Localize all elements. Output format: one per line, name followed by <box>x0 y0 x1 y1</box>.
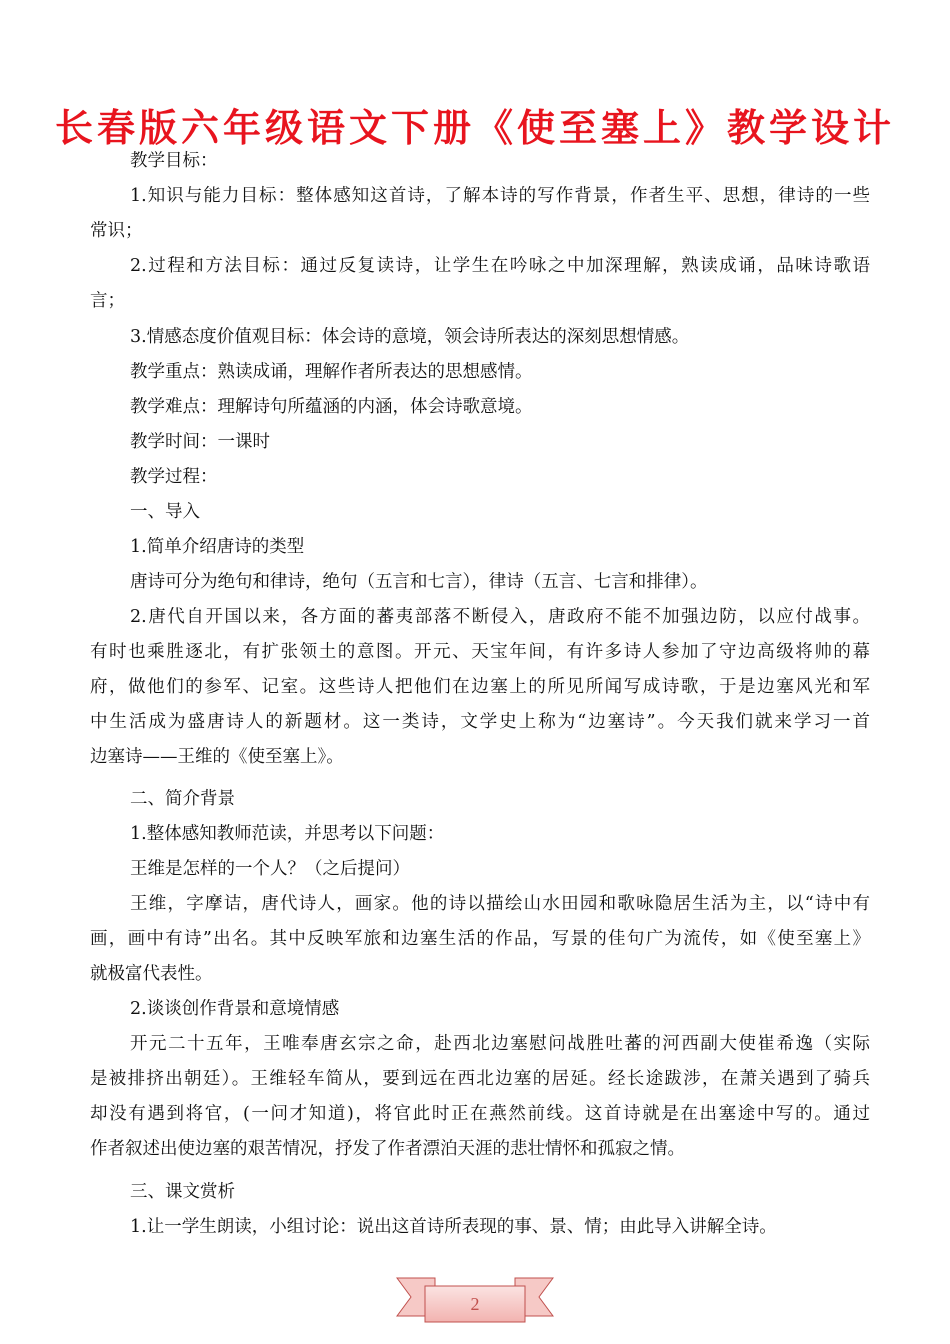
page-number: 2 <box>470 1294 480 1314</box>
text-line: 常识； <box>90 221 143 241</box>
text-line: 府，做他们的参军、记室。这些诗人把他们在边塞上的所见所闻写成诗歌，于是边塞风光和军 <box>90 677 870 697</box>
text-line: 唐诗可分为绝句和律诗，绝句（五言和七言），律诗（五言、七言和排律）。 <box>130 572 708 592</box>
text-line: 王维是怎样的一个人？（之后提问） <box>130 859 410 879</box>
text-line: 3.情感态度价值观目标：体会诗的意境，领会诗所表达的深刻思想情感。 <box>130 327 690 347</box>
text-line: 教学难点：理解诗句所蕴涵的内涵，体会诗歌意境。 <box>130 397 533 417</box>
document-title: 长春版六年级语文下册《使至塞上》教学设计 <box>54 105 895 150</box>
section-heading: 一、导入 <box>130 502 200 522</box>
text-line: 1.整体感知教师范读，并思考以下问题： <box>130 824 445 844</box>
text-line: 2.过程和方法目标：通过反复读诗，让学生在吟咏之中加深理解，熟读成诵，品味诗歌语 <box>130 256 870 276</box>
text-line: 2.谈谈创作背景和意境情感 <box>130 999 340 1019</box>
text-line: 是被排挤出朝廷）。王维轻车简从，要到远在西北边塞的居延。经长途跋涉，在萧关遇到了骑兵 <box>90 1069 870 1089</box>
text-line: 教学重点：熟读成诵，理解作者所表达的思想感情。 <box>130 362 533 382</box>
text-line: 教学过程： <box>130 467 218 487</box>
text-line: 有时也乘胜逐北，有扩张领土的意图。开元、天宝年间，有许多诗人参加了守边高级将帅的幕 <box>90 642 870 662</box>
text-line: 中生活成为盛唐诗人的新题材。这一类诗，文学史上称为“边塞诗”。今天我们就来学习一首 <box>90 712 870 732</box>
text-line: 教学时间：一课时 <box>130 432 270 452</box>
text-line: 教学目标： <box>130 151 218 171</box>
section-heading: 三、课文赏析 <box>130 1182 235 1202</box>
text-line: 1.知识与能力目标：整体感知这首诗，了解本诗的写作背景，作者生平、思想，律诗的一些 <box>130 186 870 206</box>
text-line: 言； <box>90 291 125 311</box>
page-number-ribbon <box>395 1272 555 1332</box>
text-line: 王维，字摩诘，唐代诗人，画家。他的诗以描绘山水田园和歌咏隐居生活为主，以“诗中有 <box>130 894 870 914</box>
section-heading: 二、简介背景 <box>130 789 235 809</box>
text-line: 画，画中有诗”出名。其中反映军旅和边塞生活的作品，写景的佳句广为流传，如《使至塞上》 <box>90 929 870 949</box>
text-line: 边塞诗——王维的《使至塞上》。 <box>90 747 344 767</box>
text-line: 1.简单介绍唐诗的类型 <box>130 537 305 557</box>
text-line: 作者叙述出使边塞的艰苦情况，抒发了作者漂泊天涯的悲壮情怀和孤寂之情。 <box>90 1139 685 1159</box>
text-line: 开元二十五年，王唯奉唐玄宗之命，赴西北边塞慰问战胜吐蕃的河西副大使崔希逸（实际 <box>130 1034 870 1054</box>
text-line: 1.让一学生朗读，小组讨论：说出这首诗所表现的事、景、情；由此导入讲解全诗。 <box>130 1217 777 1237</box>
text-line: 就极富代表性。 <box>90 964 213 984</box>
text-line: 却没有遇到将官，(一问才知道)，将官此时正在燕然前线。这首诗就是在出塞途中写的。通过 <box>90 1104 870 1124</box>
text-line: 2.唐代自开国以来，各方面的蕃夷部落不断侵入，唐政府不能不加强边防，以应付战事。 <box>130 607 870 627</box>
